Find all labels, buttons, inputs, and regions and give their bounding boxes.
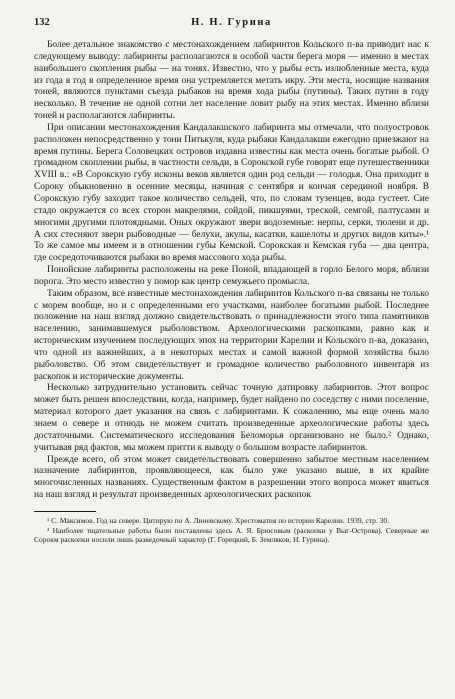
paragraph: Прежде всего, об этом может свидетельствовать совершенно забытое местным населением назначение лабиринтов, проявляющееся, как было уже указано выше, в их крайне многочисленных названиях. Существенным фактом в разрешении этого вопроса может явиться на наш взгляд и результат произведенных археологических раскопок — [34, 454, 429, 501]
paragraph: Несколько затруднительно установить сейчас точную датировку лабиринтов. Этот вопрос может быть решен впоследствии, когда, например, будет найдено по соседству с ними поселение, материал которого дает указания на связь с лабиринтами. К сожалению, мы еще очень мало знаем о севере и отнюдь не можем считать произведенные археологические работы здесь достаточными. Систематического исследования Беломорья организовано не было.² Однако, учитывая ряд фактов, мы можем притти к выводу о большом возрасте лабиринтов. — [34, 383, 429, 453]
paragraph: Таким образом, все известные местонахождения лабиринтов Кольского п-ва связаны не только с морем вообще, но и с определенными его участками, наиболее богатыми рыбой. Последнее положение на наш взгляд должно свидетельствовать о принадлежности этого типа памятников населению, занимавшемуся рыболовством. Археологическими раскопками, равно как и историческим изучением последующих эпох на территории Карелии и Кольского п-ва, доказано, что одной из важнейших, а в некоторых местах и самой важной формой хозяйства было рыболовство. Об этом свидетельствует и громадное количество рыболовного инвентаря из раскопок и исторические документы. — [34, 288, 429, 382]
paragraph: Понойские лабиринты расположены на реке Поной, впадающей в горло Белого моря, вблизи порога. Это место известно у помор как центр семужьего промысла. — [34, 265, 429, 287]
footnote-rule — [34, 511, 96, 512]
running-head: Н. Н. Гурина — [191, 17, 272, 28]
paragraph: Более детальное знакомство с местонахождением лабиринтов Кольского п-ва приводит нас к следующему выводу: лабиринты располагаются в особой части берега моря — именно в местах наибольшего скопления рыбы — на тонях. Известно, что у рыбы есть излюбленные места, куда из года в год в определенное время она устремляется метать икру. Эти места, носящие названия тоней, являются пунктами съезда рыбаков на время хода рыбы (путины). Таких путин в году несколько. В течение не одной сотни лет население ловит рыбу на этих местах. Именно вблизи тоней и располагаются лабиринты. — [34, 40, 429, 122]
paragraph: При описании местонахождения Кандалакшского лабиринта мы отмечали, что полуостровок расположен непосредственно у тони Питькуля, куда рыбаки Кандалакши ежегодно приезжают на время путины. Берега Соловецких островов издавна известны как места очень богатые рыбой. О громадном скоплении рыбы, в частности сельди, в Сорокской губе говорят еще путешественники XVIII в.: «В Сорокскую губу исконы веков является один род сельди — голодья. Она приходит в Сороку обыкновенно в осенние месяцы, начиная с сентября и кончая серединой ноября. В Сорокскую губу заходит такое количество сельдей, что, по словам тузенцев, вода густеет. Сие стадо окружается со всех сторон макрелями, сойдой, пикшуями, треской, семгой, палтусами и многими другими плотоядными. Оных окружают звери водоземные: нерпы, серки, тюлени и др. А сих стесняют звери рыбоводные — белухи, акулы, касатки, кашелоты и других видов киты».¹ То же самое мы имеем и в отношении губы Кемской. Сорокская и Кемская губа — два центра, где сосредоточиваются рыбаки во время массового хода рыбы. — [34, 122, 429, 264]
footnote: ² Наиболее тщательные работы были поставлены здесь А. Я. Брюсовым (раскопки у Выг-Острова). Северные же Сорокм раскопки носили лишь разведочный характер (Г. Горецкий, Б. Земляков, Н. Гурина). — [34, 525, 429, 545]
main-text — [34, 40, 429, 502]
page-header — [34, 17, 429, 32]
footnotes — [34, 516, 429, 545]
footnote: ¹ С. Максимов. Год на севере. Цитирую по А. Линевскому. Хрестоматия по истории Карелии. 1939, стр. 30. — [47, 515, 389, 525]
page-number: 132 — [34, 17, 50, 28]
